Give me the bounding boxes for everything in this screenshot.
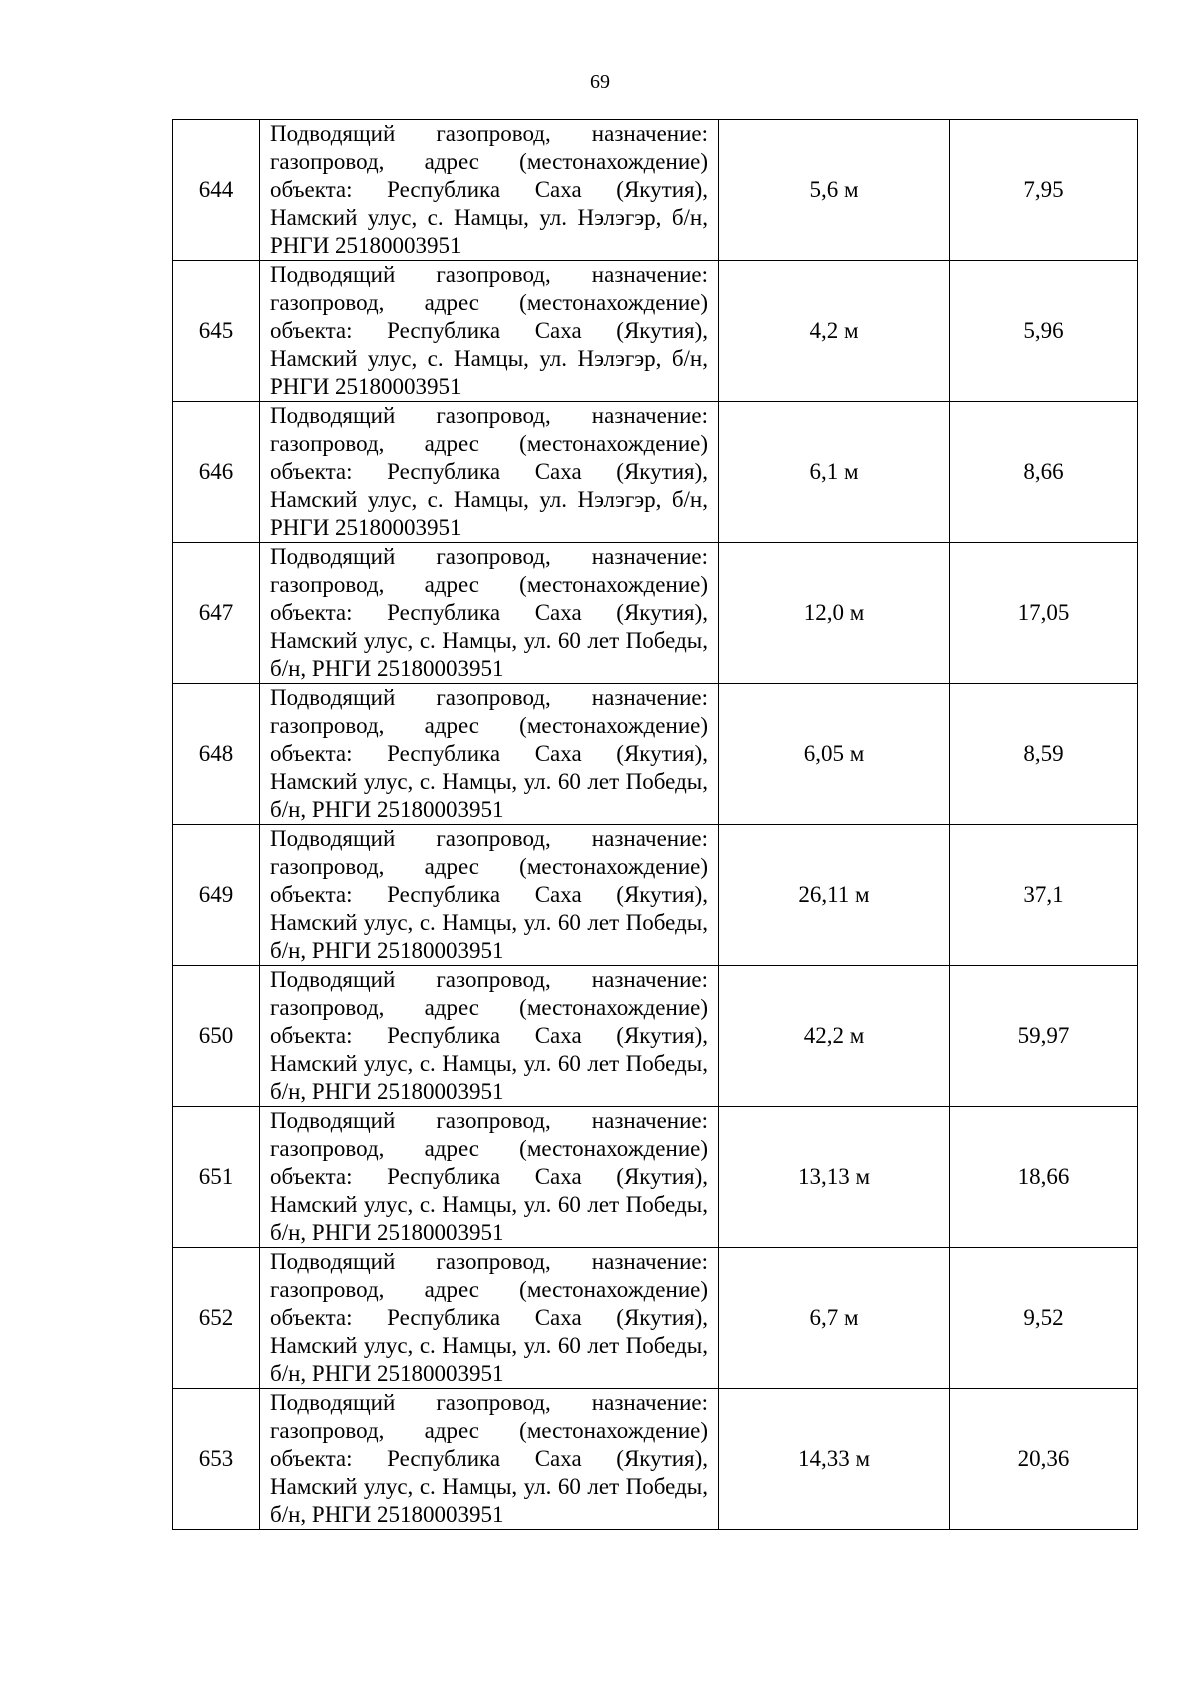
row-number: 646 [173,402,260,543]
row-length: 5,6 м [719,120,950,261]
row-length: 6,7 м [719,1248,950,1389]
row-description: Подводящий газопровод, назначение: газопровод, адрес (местонахождение) объекта: Республика Саха (Якутия), Намский улус, с. Намцы, ул. 60 лет Победы, б/н, РНГИ 25180003951 [260,966,719,1107]
table-row [173,684,1138,825]
row-description: Подводящий газопровод, назначение: газопровод, адрес (местонахождение) объекта: Республика Саха (Якутия), Намский улус, с. Намцы, ул. 60 лет Победы, б/н, РНГИ 25180003951 [260,1107,719,1248]
registry-table [172,119,1138,1530]
row-length: 14,33 м [719,1389,950,1530]
row-value: 9,52 [950,1248,1138,1389]
row-number: 651 [173,1107,260,1248]
table-row [173,261,1138,402]
row-description: Подводящий газопровод, назначение: газопровод, адрес (местонахождение) объекта: Республика Саха (Якутия), Намский улус, с. Намцы, ул. 60 лет Победы, б/н, РНГИ 25180003951 [260,1248,719,1389]
row-value: 7,95 [950,120,1138,261]
row-description: Подводящий газопровод, назначение: газопровод, адрес (местонахождение) объекта: Республика Саха (Якутия), Намский улус, с. Намцы, ул. 60 лет Победы, б/н, РНГИ 25180003951 [260,684,719,825]
row-value: 8,59 [950,684,1138,825]
row-value: 20,36 [950,1389,1138,1530]
table-row [173,120,1138,261]
table-row [173,1389,1138,1530]
row-number: 648 [173,684,260,825]
row-length: 6,1 м [719,402,950,543]
row-number: 649 [173,825,260,966]
registry-table-body [173,120,1138,1530]
row-value: 59,97 [950,966,1138,1107]
row-description: Подводящий газопровод, назначение: газопровод, адрес (местонахождение) объекта: Республика Саха (Якутия), Намский улус, с. Намцы, ул. 60 лет Победы, б/н, РНГИ 25180003951 [260,1389,719,1530]
row-value: 8,66 [950,402,1138,543]
table-row [173,1107,1138,1248]
row-value: 37,1 [950,825,1138,966]
row-length: 4,2 м [719,261,950,402]
table-row [173,402,1138,543]
row-number: 644 [173,120,260,261]
row-length: 13,13 м [719,1107,950,1248]
row-number: 645 [173,261,260,402]
row-number: 650 [173,966,260,1107]
row-number: 653 [173,1389,260,1530]
row-description: Подводящий газопровод, назначение: газопровод, адрес (местонахождение) объекта: Республика Саха (Якутия), Намский улус, с. Намцы, ул. Нэлэгэр, б/н, РНГИ 25180003951 [260,261,719,402]
row-description: Подводящий газопровод, назначение: газопровод, адрес (местонахождение) объекта: Республика Саха (Якутия), Намский улус, с. Намцы, ул. Нэлэгэр, б/н, РНГИ 25180003951 [260,120,719,261]
row-number: 647 [173,543,260,684]
table-row [173,543,1138,684]
row-value: 5,96 [950,261,1138,402]
table-row [173,966,1138,1107]
row-description: Подводящий газопровод, назначение: газопровод, адрес (местонахождение) объекта: Республика Саха (Якутия), Намский улус, с. Намцы, ул. Нэлэгэр, б/н, РНГИ 25180003951 [260,402,719,543]
row-length: 12,0 м [719,543,950,684]
row-value: 17,05 [950,543,1138,684]
row-length: 26,11 м [719,825,950,966]
row-length: 6,05 м [719,684,950,825]
table-row [173,1248,1138,1389]
row-value: 18,66 [950,1107,1138,1248]
row-length: 42,2 м [719,966,950,1107]
page-number: 69 [590,71,610,93]
row-description: Подводящий газопровод, назначение: газопровод, адрес (местонахождение) объекта: Республика Саха (Якутия), Намский улус, с. Намцы, ул. 60 лет Победы, б/н, РНГИ 25180003951 [260,825,719,966]
row-description: Подводящий газопровод, назначение: газопровод, адрес (местонахождение) объекта: Республика Саха (Якутия), Намский улус, с. Намцы, ул. 60 лет Победы, б/н, РНГИ 25180003951 [260,543,719,684]
row-number: 652 [173,1248,260,1389]
table-row [173,825,1138,966]
